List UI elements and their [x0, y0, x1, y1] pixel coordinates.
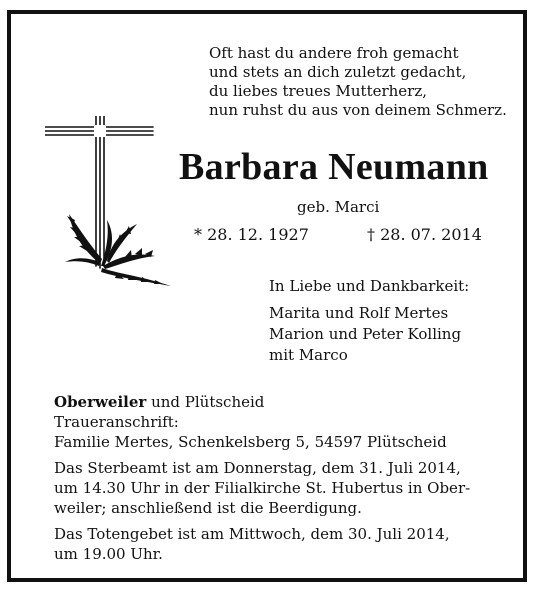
birth-date: * 28. 12. 1927 [194, 225, 309, 244]
prayer-line: Das Totengebet ist am Mittwoch, dem 30. Juli 2014, [54, 525, 450, 543]
prayer-line: um 19.00 Uhr. [54, 545, 163, 563]
obituary-notice [7, 10, 527, 582]
address-label: Traueranschrift: [54, 413, 179, 431]
memorial-poem [209, 44, 507, 120]
place-rest: und Plütscheid [146, 393, 265, 411]
deceased-name: Barbara Neumann [179, 146, 489, 188]
mourner-line: mit Marco [269, 346, 348, 364]
funeral-line: um 14.30 Uhr in der Filialkirche St. Hubertus in Ober- [54, 479, 471, 497]
poem-line: du liebes treues Mutterherz, [209, 82, 428, 100]
poem-line: Oft hast du andere froh gemacht [209, 44, 459, 62]
death-date: † 28. 07. 2014 [367, 225, 482, 244]
mourner-line: Marion und Peter Kolling [269, 325, 462, 343]
funeral-line: Das Sterbeamt ist am Donnerstag, dem 31. Juli 2014, [54, 459, 461, 477]
birth-name: geb. Marci [297, 198, 380, 216]
cross-icon [45, 116, 185, 290]
mourners-heading: In Liebe und Dankbarkeit: [269, 277, 470, 295]
place-name: Oberweiler [54, 393, 147, 411]
address: Familie Mertes, Schenkelsberg 5, 54597 Plütscheid [54, 433, 447, 451]
mourner-line: Marita und Rolf Mertes [269, 304, 449, 322]
funeral-line: weiler; anschließend ist die Beerdigung. [54, 499, 362, 517]
poem-line: und stets an dich zuletzt gedacht, [209, 63, 467, 81]
life-dates [194, 225, 482, 244]
mourners-block [269, 276, 469, 366]
poem-line: nun ruhst du aus von deinem Schmerz. [209, 101, 507, 119]
place-line [54, 392, 514, 412]
service-info [54, 392, 514, 564]
